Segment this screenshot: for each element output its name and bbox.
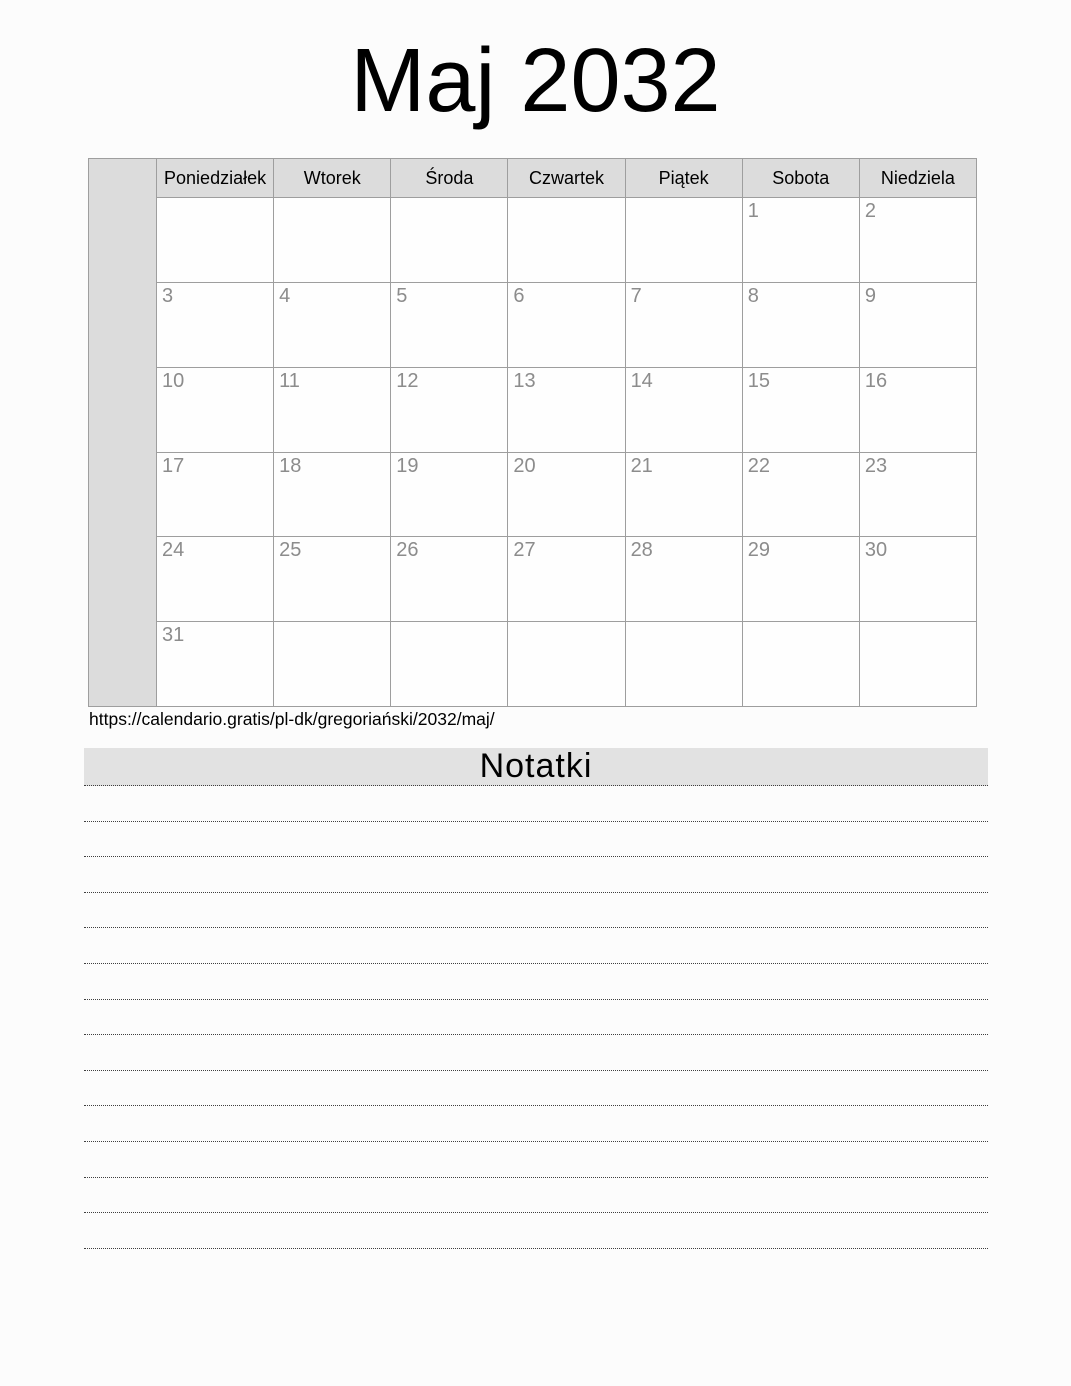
day-cell: 22 (743, 453, 860, 538)
day-cell-empty (157, 198, 274, 283)
note-line (84, 964, 988, 1000)
day-cell-empty (626, 198, 743, 283)
day-cell: 9 (860, 283, 977, 368)
day-cell-empty (508, 622, 625, 707)
day-cell: 2 (860, 198, 977, 283)
day-cell: 8 (743, 283, 860, 368)
weekday-header: Niedziela (860, 159, 977, 198)
day-cell-empty (274, 622, 391, 707)
note-line (84, 1071, 988, 1107)
weekday-header: Wtorek (274, 159, 391, 198)
day-cell-empty (626, 622, 743, 707)
day-cell: 25 (274, 537, 391, 622)
month-title: Maj 2032 (350, 31, 721, 131)
note-line (84, 857, 988, 893)
day-cell: 24 (157, 537, 274, 622)
day-cell: 5 (391, 283, 508, 368)
note-line (84, 1142, 988, 1178)
day-cell: 10 (157, 368, 274, 453)
day-cell: 27 (508, 537, 625, 622)
weekday-header: Poniedziałek (157, 159, 274, 198)
calendar-grid (88, 158, 977, 707)
note-line (84, 822, 988, 858)
notes-lines (84, 786, 988, 1249)
day-cell: 4 (274, 283, 391, 368)
day-cell: 28 (626, 537, 743, 622)
day-cell-empty (743, 622, 860, 707)
day-cell-empty (274, 198, 391, 283)
day-cell: 13 (508, 368, 625, 453)
note-line (84, 1000, 988, 1036)
note-line (84, 1178, 988, 1214)
day-cell: 26 (391, 537, 508, 622)
day-cell-empty (860, 622, 977, 707)
day-cell: 14 (626, 368, 743, 453)
day-cell: 20 (508, 453, 625, 538)
note-line (84, 893, 988, 929)
day-cell: 30 (860, 537, 977, 622)
day-cell: 16 (860, 368, 977, 453)
day-cell: 23 (860, 453, 977, 538)
weekday-header: Środa (391, 159, 508, 198)
day-cell-empty (391, 198, 508, 283)
day-cell-empty (508, 198, 625, 283)
day-cell: 15 (743, 368, 860, 453)
day-cell: 7 (626, 283, 743, 368)
notes-title: Notatki (479, 747, 593, 785)
day-cell: 11 (274, 368, 391, 453)
weekday-header: Piątek (626, 159, 743, 198)
day-cell: 29 (743, 537, 860, 622)
note-line (84, 1106, 988, 1142)
notes-header (84, 748, 988, 786)
day-cell: 19 (391, 453, 508, 538)
day-cell: 31 (157, 622, 274, 707)
weekday-header: Sobota (743, 159, 860, 198)
day-cell: 21 (626, 453, 743, 538)
calendar-side-column (89, 159, 157, 707)
day-cell: 3 (157, 283, 274, 368)
notes-section (84, 748, 988, 1249)
day-cell-empty (391, 622, 508, 707)
note-line (84, 928, 988, 964)
weekday-header: Czwartek (508, 159, 625, 198)
note-line (84, 786, 988, 822)
day-cell: 1 (743, 198, 860, 283)
source-url: https://calendario.gratis/pl-dk/gregoriański/2032/maj/ (89, 709, 495, 729)
note-line (84, 1213, 988, 1249)
day-cell: 17 (157, 453, 274, 538)
day-cell: 18 (274, 453, 391, 538)
day-cell: 12 (391, 368, 508, 453)
day-cell: 6 (508, 283, 625, 368)
note-line (84, 1035, 988, 1071)
